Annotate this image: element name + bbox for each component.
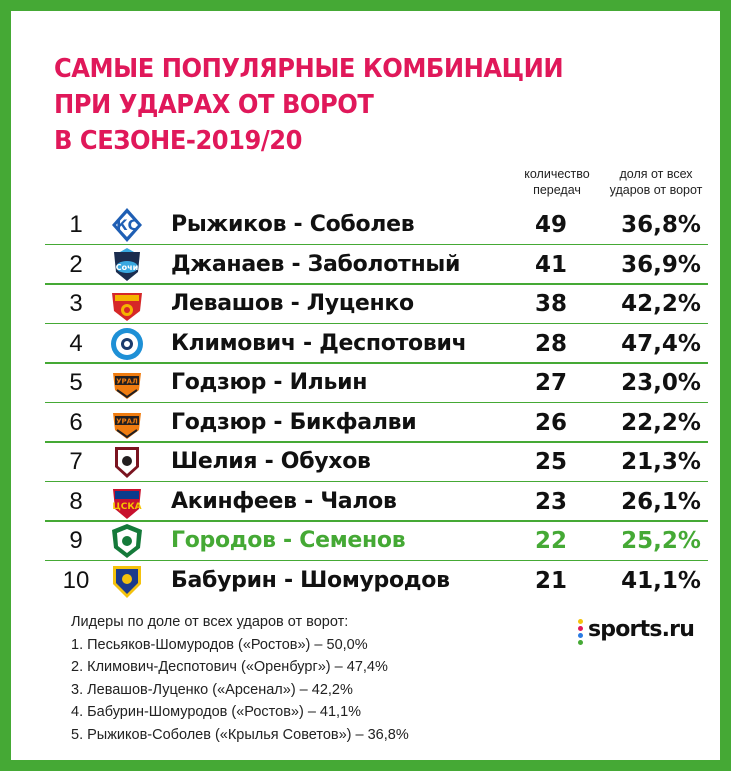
leaders-item: 1. Песьяков-Шомуродов («Ростов») – 50,0% bbox=[71, 636, 368, 653]
row-share: 47,4% bbox=[621, 330, 701, 357]
row-count: 41 bbox=[534, 251, 567, 278]
row-rank: 5 bbox=[69, 369, 83, 396]
ural-logo-icon bbox=[108, 404, 146, 442]
orenburg-logo-icon bbox=[108, 325, 146, 363]
row-share: 26,1% bbox=[621, 488, 701, 515]
sochi-logo-icon bbox=[108, 246, 146, 284]
row-count: 26 bbox=[534, 409, 567, 436]
row-count: 38 bbox=[534, 291, 567, 317]
table-row bbox=[45, 403, 708, 443]
svg-text:Сочи: Сочи bbox=[115, 262, 139, 272]
ural-logo-icon bbox=[108, 364, 146, 402]
row-pair: Климович - Деспотович bbox=[171, 330, 467, 356]
row-rank: 2 bbox=[69, 250, 83, 278]
brand-name: sports.ru bbox=[588, 617, 695, 642]
table-row bbox=[45, 363, 708, 403]
row-pair: Рыжиков - Соболев bbox=[171, 212, 415, 237]
row-rank: 10 bbox=[62, 566, 90, 594]
leaders-item: 4. Бабурин-Шомуродов («Ростов») – 41,1% bbox=[71, 704, 362, 721]
title-line-1: САМЫЕ ПОПУЛЯРНЫЕ КОМБИНАЦИИ bbox=[54, 54, 564, 84]
row-pair: Бабурин - Шомуродов bbox=[171, 567, 450, 593]
table-row bbox=[45, 442, 708, 482]
table-row bbox=[45, 482, 708, 522]
row-count: 28 bbox=[534, 330, 567, 357]
row-share: 41,1% bbox=[621, 567, 701, 594]
row-share: 22,2% bbox=[621, 409, 701, 436]
table-row bbox=[45, 284, 708, 324]
row-count: 49 bbox=[534, 212, 567, 238]
table-row bbox=[45, 205, 708, 245]
page-title bbox=[54, 51, 563, 159]
table-row bbox=[45, 324, 708, 364]
row-rank: 6 bbox=[69, 408, 83, 436]
arsenal-logo-icon bbox=[108, 285, 146, 323]
brand-dot bbox=[578, 633, 583, 638]
row-pair: Годзюр - Бикфалви bbox=[171, 409, 417, 435]
row-rank: 8 bbox=[69, 487, 83, 515]
title-line-3: В СЕЗОНЕ-2019/20 bbox=[54, 126, 302, 156]
leaders-item: 2. Климович-Деспотович («Оренбург») – 47,4% bbox=[71, 659, 388, 676]
row-rank: 1 bbox=[69, 211, 83, 238]
title-line-2: ПРИ УДАРАХ ОТ ВОРОТ bbox=[54, 90, 374, 120]
leaders-item: 3. Левашов-Луценко («Арсенал») – 42,2% bbox=[71, 681, 353, 698]
row-share: 42,2% bbox=[621, 291, 701, 317]
row-share: 25,2% bbox=[621, 528, 701, 554]
row-share: 23,0% bbox=[621, 370, 701, 396]
leaders-item: 5. Рыжиков-Соболев («Крылья Советов») – 36,8% bbox=[71, 726, 409, 743]
row-share: 21,3% bbox=[621, 449, 701, 475]
row-share: 36,9% bbox=[621, 251, 701, 278]
table-row bbox=[45, 521, 708, 561]
row-pair: Джанаев - Заболотный bbox=[171, 251, 461, 277]
row-count: 22 bbox=[534, 528, 567, 554]
row-pair: Левашов - Луценко bbox=[171, 291, 414, 316]
brand-dot bbox=[578, 619, 583, 624]
tambov-logo-icon bbox=[108, 443, 146, 481]
brand-dot bbox=[578, 640, 583, 645]
svg-text:КС: КС bbox=[116, 218, 138, 234]
row-count: 27 bbox=[534, 370, 567, 396]
column-header-share: доля от всех ударов от ворот bbox=[609, 167, 703, 197]
row-count: 25 bbox=[534, 449, 567, 475]
brand-dots-icon bbox=[578, 619, 586, 645]
column-header-count: количество передач bbox=[524, 167, 590, 197]
row-pair: Акинфеев - Чалов bbox=[171, 488, 397, 514]
table-row bbox=[45, 561, 708, 601]
leaders-list bbox=[71, 611, 409, 747]
svg-text:ЦСКА: ЦСКА bbox=[112, 501, 142, 512]
brand-dot bbox=[578, 626, 583, 631]
row-rank: 9 bbox=[69, 527, 83, 554]
krylia-sovetov-logo-icon bbox=[108, 206, 146, 244]
cska-logo-icon bbox=[108, 483, 146, 521]
leaders-heading: Лидеры по доле от всех ударов от ворот: bbox=[71, 614, 349, 630]
row-share: 36,8% bbox=[621, 212, 701, 238]
row-rank: 4 bbox=[69, 329, 83, 357]
row-pair: Годзюр - Ильин bbox=[171, 370, 368, 395]
table-row bbox=[45, 245, 708, 285]
row-pair: Шелия - Обухов bbox=[171, 449, 371, 474]
row-rank: 7 bbox=[69, 448, 83, 475]
row-rank: 3 bbox=[69, 290, 83, 317]
row-count: 21 bbox=[534, 567, 567, 594]
akhmat-logo-icon bbox=[108, 522, 146, 560]
rostov-logo-icon bbox=[108, 562, 146, 600]
row-count: 23 bbox=[534, 488, 567, 515]
svg-text:УРАЛ: УРАЛ bbox=[116, 377, 138, 386]
svg-text:УРАЛ: УРАЛ bbox=[116, 417, 138, 425]
row-pair: Городов - Семенов bbox=[171, 528, 406, 553]
